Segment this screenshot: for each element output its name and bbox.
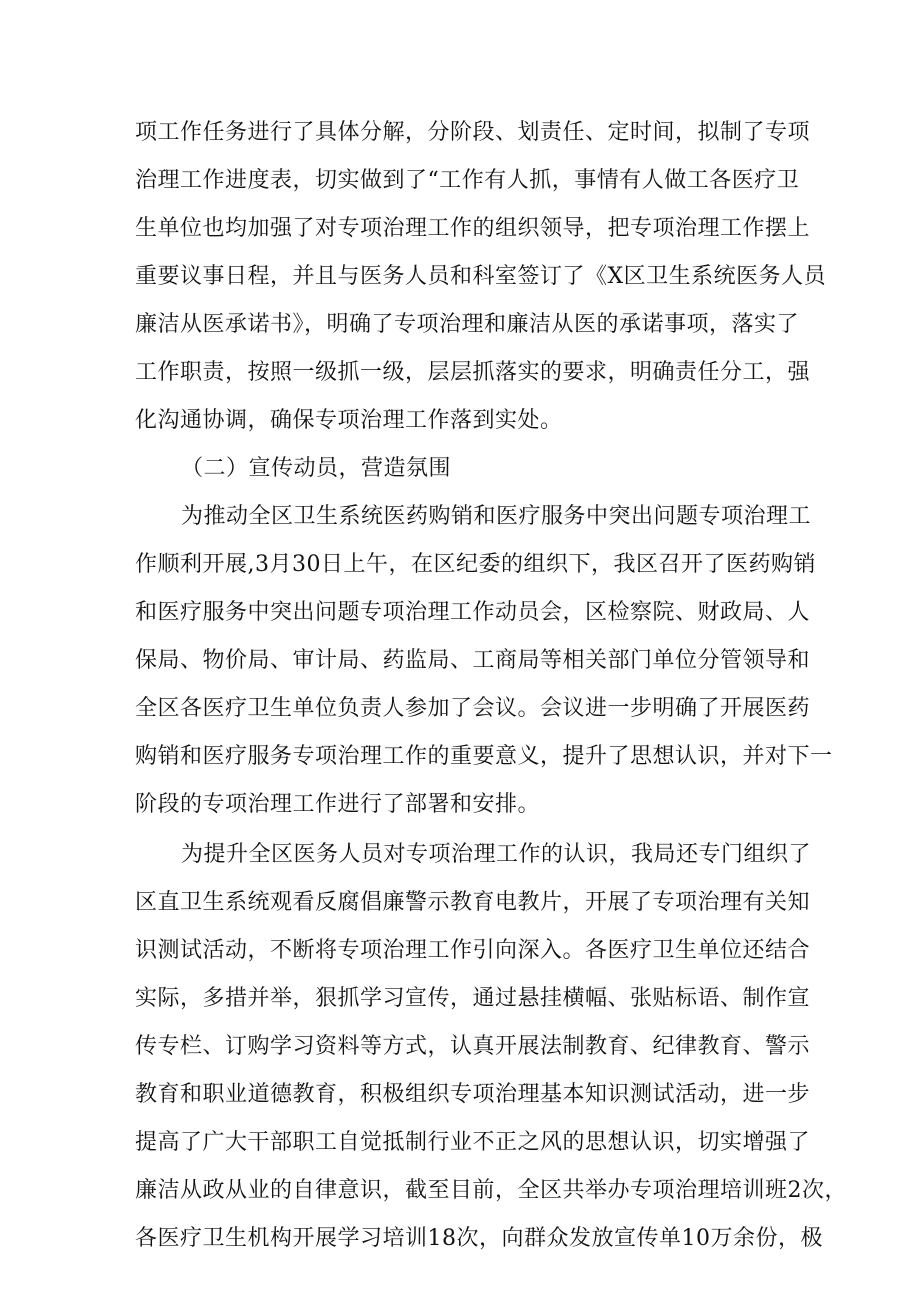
section-heading: （二）宣传动员，营造氛围 [181, 456, 452, 481]
p2-line-4: 保局、物价局、审计局、药监局、工商局等相关部门单位分管领导和 [135, 648, 811, 673]
p3-line-9: 各医疗卫生机构开展学习培训18次，向群众发放宣传单10万余份，极 [135, 1226, 823, 1251]
p2-line-5: 全区各医疗卫生单位负责人参加了会议。会议进一步明确了开展医药 [135, 696, 811, 721]
p3-line-7: 提高了广大干部职工自觉抵制行业不正之风的思想认识，切实增强了 [135, 1130, 811, 1155]
p3-line-3: 识测试活动，不断将专项治理工作引向深入。各医疗卫生单位还结合 [135, 938, 811, 963]
p1-line-4: 重要议事日程，并且与医务人员和科室签订了《X区卫生系统医务人员 [135, 264, 827, 289]
p3-line-8: 廉洁从政从业的自律意识，截至目前，全区共举办专项治理培训班2次， [135, 1178, 847, 1203]
p1-line-7: 化沟通协调，确保专项治理工作落到实处。 [135, 408, 563, 433]
p1-line-1: 项工作任务进行了具体分解，分阶段、划责任、定时间，拟制了专项 [135, 120, 811, 145]
p3-line-1: 为提升全区医务人员对专项治理工作的认识，我局还专门组织了 [181, 842, 812, 867]
p3-line-4: 实际，多措并举，狠抓学习宣传，通过悬挂横幅、张贴标语、制作宣 [135, 986, 811, 1011]
p1-line-5: 廉洁从医承诺书》，明确了专项治理和廉洁从医的承诺事项，落实了 [135, 312, 800, 337]
p3-line-2: 区直卫生系统观看反腐倡廉警示教育电教片，开展了专项治理有关知 [135, 890, 811, 915]
p3-line-6: 教育和职业道德教育，积极组织专项治理基本知识测试活动，进一步 [135, 1082, 811, 1107]
p2-line-3: 和医疗服务中突出问题专项治理工作动员会，区检察院、财政局、人 [135, 600, 811, 625]
p1-line-2: 治理工作进度表，切实做到了“工作有人抓，事情有人做工各医疗卫 [135, 168, 800, 193]
p3-line-5: 传专栏、订购学习资料等方式，认真开展法制教育、纪律教育、警示 [135, 1034, 811, 1059]
p2-line-6: 购销和医疗服务专项治理工作的重要意义，提升了思想认识，并对下一 [135, 744, 833, 769]
p1-line-3: 生单位也均加强了对专项治理工作的组织领导，把专项治理工作摆上 [135, 216, 811, 241]
p2-line-7: 阶段的专项治理工作进行了部署和安排。 [135, 792, 541, 817]
p2-line-2: 作顺利开展,3月30日上午，在区纪委的组织下，我区召开了医药购销 [135, 552, 816, 577]
p1-line-6: 工作职责，按照一级抓一级，层层抓落实的要求，明确责任分工，强 [135, 360, 811, 385]
p2-line-1: 为推动全区卫生系统医药购销和医疗服务中突出问题专项治理工 [181, 504, 812, 529]
